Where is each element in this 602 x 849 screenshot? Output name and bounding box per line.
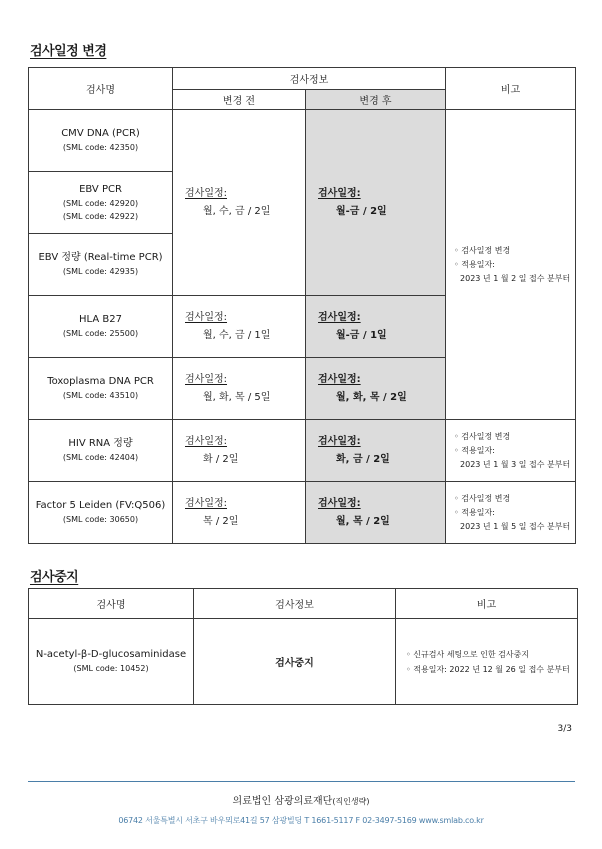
sml-code: (SML code: 10452) (73, 664, 149, 673)
schedule-after-value: 월, 화, 목 / 2일 (336, 391, 407, 403)
note-line: ◦ 적용일자: (454, 445, 495, 455)
header-before: 변경 전 (173, 90, 306, 110)
test-name-cell (29, 358, 173, 420)
schedule-before-value: 목 / 2일 (203, 515, 239, 527)
schedule-change-table (28, 67, 576, 544)
sml-code: (SML code: 30650) (62, 515, 139, 524)
schedule-after-value: 월, 목 / 2일 (336, 515, 390, 527)
schedule-after-cell (306, 110, 446, 296)
header-test-info: 검사정보 (194, 589, 396, 619)
schedule-label: 검사일정: (185, 311, 228, 323)
test-name-cell (29, 619, 194, 705)
schedule-label: 검사일정: (185, 435, 228, 447)
schedule-after-cell (306, 358, 446, 420)
organization-name (0, 792, 602, 807)
note-line: ◦ 신규검사 세팅으로 인한 검사중지 (406, 649, 530, 659)
test-name: Factor 5 Leiden (FV:Q506) (35, 500, 166, 511)
schedule-before-value: 월, 수, 금 / 1일 (203, 329, 271, 341)
page-number: 3/3 (557, 724, 572, 734)
table-row (29, 482, 576, 544)
table-row (29, 110, 576, 172)
header-after: 변경 후 (306, 90, 446, 110)
table-row (29, 619, 578, 705)
schedule-label: 검사일정: (318, 311, 361, 323)
footer-divider (28, 781, 575, 782)
sml-code: (SML code: 42350) (62, 143, 139, 152)
schedule-label: 검사일정: (318, 187, 361, 199)
note-cell (446, 110, 576, 420)
test-discontinued-table (28, 588, 578, 705)
organization-name-text: 의료법인 삼광의료재단 (232, 796, 333, 807)
schedule-before-cell (173, 482, 306, 544)
schedule-after-value: 월-금 / 2일 (336, 205, 387, 217)
sml-code: (SML code: 43510) (62, 391, 139, 400)
note-line: ◦ 검사일정 변경 (454, 245, 511, 255)
test-name: HIV RNA 정량 (68, 438, 133, 449)
schedule-before-value: 화 / 2일 (203, 453, 239, 465)
schedule-before-cell (173, 420, 306, 482)
test-name-cell (29, 110, 173, 172)
footer-address: 06742 서울특별시 서초구 바우뫼로41길 57 삼광빌딩 T 1661-5117 F 02-3497-5169 www.smlab.co.kr (118, 816, 484, 825)
schedule-before-value: 월, 수, 금 / 2일 (203, 205, 271, 217)
test-name-cell (29, 482, 173, 544)
note-line: ◦ 적용일자: (454, 507, 495, 517)
schedule-before-cell (173, 358, 306, 420)
note-line: ◦ 검사일정 변경 (454, 493, 511, 503)
header-note: 비고 (446, 68, 576, 110)
header-test-name: 검사명 (29, 589, 194, 619)
sml-code: (SML code: 25500) (62, 329, 139, 338)
sml-code: (SML code: 42935) (62, 267, 139, 276)
note-date: 2023 년 1 월 5 일 접수 분부터 (460, 521, 571, 531)
note-date: 2023 년 1 월 3 일 접수 분부터 (460, 459, 571, 469)
sml-code: (SML code: 42922) (62, 211, 139, 221)
test-name-cell (29, 234, 173, 296)
schedule-before-cell (173, 296, 306, 358)
schedule-label: 검사일정: (185, 497, 228, 509)
test-name: EBV PCR (79, 183, 122, 195)
test-name: N-acetyl-β-D-glucosaminidase (35, 649, 187, 660)
schedule-after-cell (306, 296, 446, 358)
table-row (29, 420, 576, 482)
sml-code: (SML code: 42920) (62, 198, 139, 208)
schedule-label: 검사일정: (318, 373, 361, 385)
schedule-after-value: 화, 금 / 2일 (336, 453, 390, 465)
schedule-label: 검사일정: (185, 187, 228, 199)
schedule-change-title: 검사일정 변경 (30, 44, 107, 59)
test-name: CMV DNA (PCR) (61, 128, 140, 139)
schedule-label: 검사일정: (185, 373, 228, 385)
schedule-after-cell (306, 420, 446, 482)
note-line: ◦ 적용일자: 2022 년 12 월 26 일 접수 분부터 (406, 664, 570, 674)
schedule-label: 검사일정: (318, 435, 361, 447)
note-line: ◦ 검사일정 변경 (454, 431, 511, 441)
test-name: Toxoplasma DNA PCR (47, 376, 154, 387)
schedule-after-cell (306, 482, 446, 544)
header-test-info: 검사정보 (173, 68, 446, 90)
test-name-cell (29, 172, 173, 234)
header-note: 비고 (396, 589, 578, 619)
note-line: ◦ 적용일자: (454, 259, 495, 269)
test-info-cell: 검사중지 (194, 619, 396, 705)
schedule-after-value: 월-금 / 1일 (336, 329, 387, 341)
test-name-cell (29, 420, 173, 482)
header-test-name: 검사명 (29, 68, 173, 110)
note-cell (446, 420, 576, 482)
test-discontinued-title: 검사중지 (30, 570, 79, 585)
seal-omitted-text: (직인생략) (332, 797, 370, 806)
note-cell (446, 482, 576, 544)
sml-code: (SML code: 42404) (62, 453, 139, 462)
test-name-cell (29, 296, 173, 358)
note-date: 2023 년 1 월 2 일 접수 분부터 (460, 273, 571, 283)
test-name: HLA B27 (79, 314, 122, 325)
schedule-before-value: 월, 화, 목 / 5일 (203, 391, 271, 403)
schedule-before-cell (173, 110, 306, 296)
note-cell (396, 619, 578, 705)
schedule-label: 검사일정: (318, 497, 361, 509)
test-name: EBV 정량 (Real-time PCR) (38, 252, 163, 263)
